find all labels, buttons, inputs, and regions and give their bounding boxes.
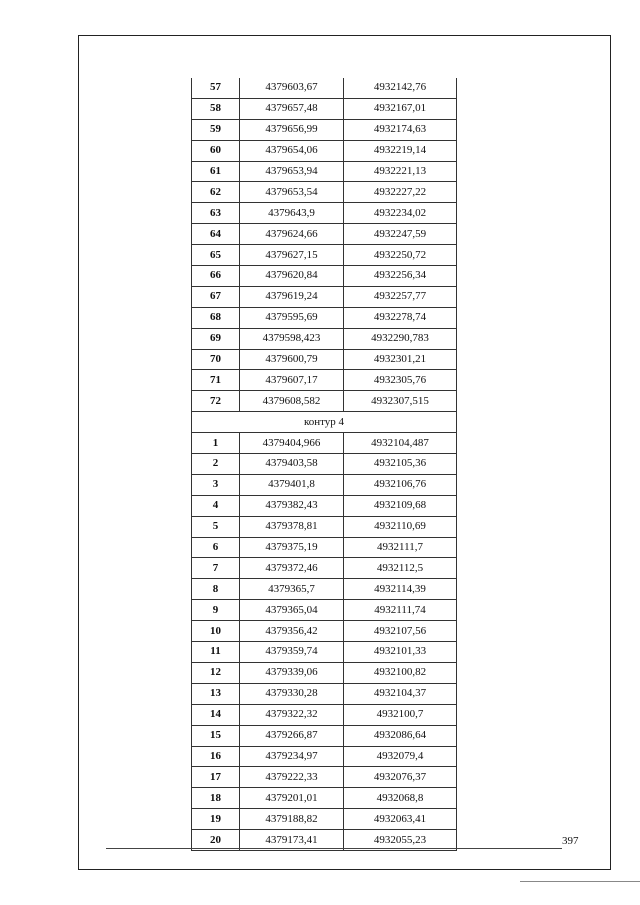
point-number-cell: 4 — [192, 495, 240, 516]
y-coordinate-cell: 4932247,59 — [344, 224, 457, 245]
y-coordinate-cell: 4932114,39 — [344, 579, 457, 600]
y-coordinate-cell: 4932086,64 — [344, 725, 457, 746]
point-number-cell: 14 — [192, 704, 240, 725]
y-coordinate-cell: 4932063,41 — [344, 809, 457, 830]
x-coordinate-cell: 4379619,24 — [240, 286, 344, 307]
x-coordinate-cell: 4379375,19 — [240, 537, 344, 558]
x-coordinate-cell: 4379339,06 — [240, 662, 344, 683]
y-coordinate-cell: 4932227,22 — [344, 182, 457, 203]
point-number-cell: 12 — [192, 662, 240, 683]
point-number-cell: 1 — [192, 433, 240, 454]
table-row — [192, 224, 457, 245]
y-coordinate-cell: 4932107,56 — [344, 621, 457, 642]
y-coordinate-cell: 4932068,8 — [344, 788, 457, 809]
y-coordinate-cell: 4932290,783 — [344, 328, 457, 349]
point-number-cell: 61 — [192, 161, 240, 182]
y-coordinate-cell: 4932104,487 — [344, 433, 457, 454]
table-row — [192, 98, 457, 119]
point-number-cell: 71 — [192, 370, 240, 391]
point-number-cell: 8 — [192, 579, 240, 600]
y-coordinate-cell: 4932079,4 — [344, 746, 457, 767]
point-number-cell: 13 — [192, 683, 240, 704]
x-coordinate-cell: 4379598,423 — [240, 328, 344, 349]
x-coordinate-cell: 4379627,15 — [240, 245, 344, 266]
point-number-cell: 72 — [192, 391, 240, 412]
x-coordinate-cell: 4379620,84 — [240, 266, 344, 287]
table-row — [192, 78, 457, 98]
y-coordinate-cell: 4932109,68 — [344, 495, 457, 516]
y-coordinate-cell: 4932219,14 — [344, 140, 457, 161]
y-coordinate-cell: 4932234,02 — [344, 203, 457, 224]
point-number-cell: 19 — [192, 809, 240, 830]
table-row — [192, 495, 457, 516]
y-coordinate-cell: 4932112,5 — [344, 558, 457, 579]
y-coordinate-cell: 4932250,72 — [344, 245, 457, 266]
point-number-cell: 5 — [192, 516, 240, 537]
point-number-cell: 65 — [192, 245, 240, 266]
point-number-cell: 18 — [192, 788, 240, 809]
x-coordinate-cell: 4379603,67 — [240, 78, 344, 98]
table-row — [192, 203, 457, 224]
table-row — [192, 307, 457, 328]
x-coordinate-cell: 4379201,01 — [240, 788, 344, 809]
table-row — [192, 621, 457, 642]
y-coordinate-cell: 4932307,515 — [344, 391, 457, 412]
x-coordinate-cell: 4379266,87 — [240, 725, 344, 746]
table-row — [192, 266, 457, 287]
y-coordinate-cell: 4932278,74 — [344, 307, 457, 328]
point-number-cell: 9 — [192, 600, 240, 621]
table-row — [192, 182, 457, 203]
x-coordinate-cell: 4379607,17 — [240, 370, 344, 391]
table-row — [192, 579, 457, 600]
point-number-cell: 63 — [192, 203, 240, 224]
x-coordinate-cell: 4379382,43 — [240, 495, 344, 516]
y-coordinate-cell: 4932100,82 — [344, 662, 457, 683]
x-coordinate-cell: 4379322,32 — [240, 704, 344, 725]
section-title: контур 4 — [192, 412, 457, 433]
point-number-cell: 68 — [192, 307, 240, 328]
x-coordinate-cell: 4379356,42 — [240, 621, 344, 642]
y-coordinate-cell: 4932111,7 — [344, 537, 457, 558]
point-number-cell: 60 — [192, 140, 240, 161]
table-row — [192, 746, 457, 767]
x-coordinate-cell: 4379188,82 — [240, 809, 344, 830]
x-coordinate-cell: 4379404,966 — [240, 433, 344, 454]
y-coordinate-cell: 4932105,36 — [344, 454, 457, 475]
point-number-cell: 7 — [192, 558, 240, 579]
point-number-cell: 59 — [192, 119, 240, 140]
table-row — [192, 328, 457, 349]
table-row — [192, 683, 457, 704]
point-number-cell: 3 — [192, 474, 240, 495]
x-coordinate-cell: 4379403,58 — [240, 454, 344, 475]
x-coordinate-cell: 4379234,97 — [240, 746, 344, 767]
table-row — [192, 788, 457, 809]
y-coordinate-cell: 4932256,34 — [344, 266, 457, 287]
point-number-cell: 58 — [192, 98, 240, 119]
x-coordinate-cell: 4379624,66 — [240, 224, 344, 245]
table-row — [192, 474, 457, 495]
table-row — [192, 725, 457, 746]
table-row — [192, 537, 457, 558]
table-row — [192, 286, 457, 307]
table-row — [192, 600, 457, 621]
point-number-cell: 2 — [192, 454, 240, 475]
footer-rule — [106, 848, 562, 849]
x-coordinate-cell: 4379173,41 — [240, 830, 344, 851]
table-row — [192, 349, 457, 370]
table-row — [192, 245, 457, 266]
point-number-cell: 67 — [192, 286, 240, 307]
x-coordinate-cell: 4379365,04 — [240, 600, 344, 621]
page-number: 397 — [562, 835, 579, 847]
table-row — [192, 558, 457, 579]
scan-edge-line — [520, 881, 640, 882]
coordinates-table — [191, 78, 457, 851]
x-coordinate-cell: 4379643,9 — [240, 203, 344, 224]
y-coordinate-cell: 4932174,63 — [344, 119, 457, 140]
x-coordinate-cell: 4379657,48 — [240, 98, 344, 119]
y-coordinate-cell: 4932100,7 — [344, 704, 457, 725]
x-coordinate-cell: 4379330,28 — [240, 683, 344, 704]
y-coordinate-cell: 4932106,76 — [344, 474, 457, 495]
x-coordinate-cell: 4379595,69 — [240, 307, 344, 328]
y-coordinate-cell: 4932301,21 — [344, 349, 457, 370]
point-number-cell: 16 — [192, 746, 240, 767]
y-coordinate-cell: 4932167,01 — [344, 98, 457, 119]
x-coordinate-cell: 4379656,99 — [240, 119, 344, 140]
point-number-cell: 57 — [192, 78, 240, 98]
coordinates-table-body — [192, 78, 457, 850]
y-coordinate-cell: 4932111,74 — [344, 600, 457, 621]
y-coordinate-cell: 4932104,37 — [344, 683, 457, 704]
point-number-cell: 10 — [192, 621, 240, 642]
table-row — [192, 767, 457, 788]
x-coordinate-cell: 4379654,06 — [240, 140, 344, 161]
point-number-cell: 69 — [192, 328, 240, 349]
point-number-cell: 6 — [192, 537, 240, 558]
y-coordinate-cell: 4932101,33 — [344, 642, 457, 663]
y-coordinate-cell: 4932076,37 — [344, 767, 457, 788]
y-coordinate-cell: 4932055,23 — [344, 830, 457, 851]
y-coordinate-cell: 4932110,69 — [344, 516, 457, 537]
x-coordinate-cell: 4379401,8 — [240, 474, 344, 495]
x-coordinate-cell: 4379600,79 — [240, 349, 344, 370]
y-coordinate-cell: 4932305,76 — [344, 370, 457, 391]
table-row — [192, 370, 457, 391]
y-coordinate-cell: 4932142,76 — [344, 78, 457, 98]
table-row — [192, 454, 457, 475]
table-row — [192, 119, 457, 140]
table-row — [192, 140, 457, 161]
table-row — [192, 433, 457, 454]
table-row — [192, 809, 457, 830]
point-number-cell: 64 — [192, 224, 240, 245]
x-coordinate-cell: 4379359,74 — [240, 642, 344, 663]
y-coordinate-cell: 4932257,77 — [344, 286, 457, 307]
table-row — [192, 662, 457, 683]
x-coordinate-cell: 4379378,81 — [240, 516, 344, 537]
x-coordinate-cell: 4379365,7 — [240, 579, 344, 600]
point-number-cell: 62 — [192, 182, 240, 203]
table-row — [192, 391, 457, 412]
x-coordinate-cell: 4379608,582 — [240, 391, 344, 412]
point-number-cell: 15 — [192, 725, 240, 746]
point-number-cell: 11 — [192, 642, 240, 663]
x-coordinate-cell: 4379372,46 — [240, 558, 344, 579]
point-number-cell: 66 — [192, 266, 240, 287]
point-number-cell: 20 — [192, 830, 240, 851]
section-header-row — [192, 412, 457, 433]
table-row — [192, 642, 457, 663]
x-coordinate-cell: 4379653,54 — [240, 182, 344, 203]
point-number-cell: 70 — [192, 349, 240, 370]
point-number-cell: 17 — [192, 767, 240, 788]
table-row — [192, 704, 457, 725]
x-coordinate-cell: 4379222,33 — [240, 767, 344, 788]
x-coordinate-cell: 4379653,94 — [240, 161, 344, 182]
table-row — [192, 516, 457, 537]
table-row — [192, 161, 457, 182]
y-coordinate-cell: 4932221,13 — [344, 161, 457, 182]
